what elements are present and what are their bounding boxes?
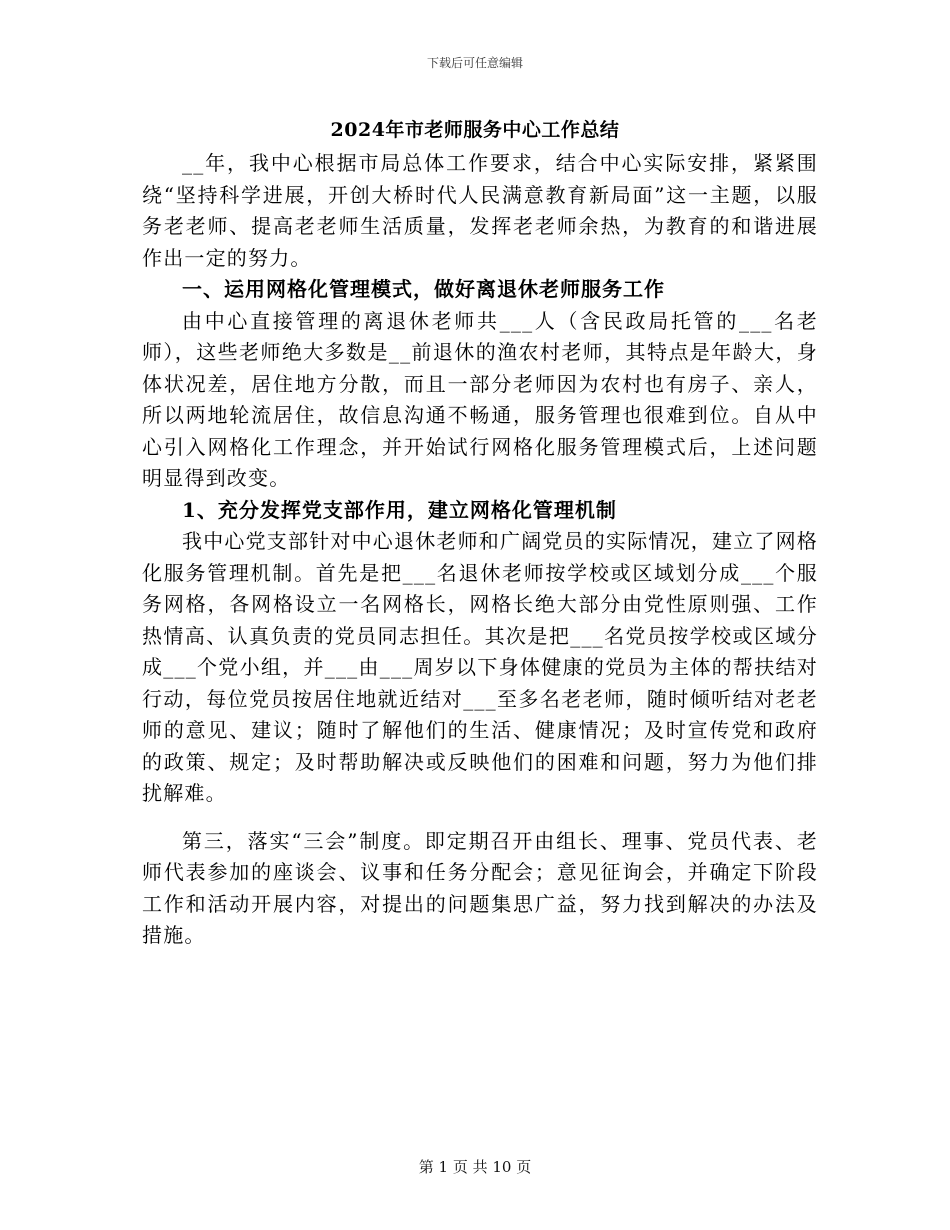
document-title: 2024年市老师服务中心工作总结 xyxy=(330,119,620,141)
section-heading-1: 一、运用网格化管理模式，做好离退休老师服务工作 xyxy=(182,277,665,301)
header-note: 下载后可任意编辑 xyxy=(426,56,523,70)
subsection-heading-1: 1、充分发挥党支部作用，建立网格化管理机制 xyxy=(182,497,617,522)
intro-paragraph: __年，我中心根据市局总体工作要求，结合中心实际安排，紧紧围绕“坚持科学进展，开创大桥时代人民满意教育新局面”这一主题，以服务老老师、提高老老师生活质量，发挥老老师余热，为教育的和谐进展作出一定的努力。 xyxy=(142,151,818,270)
three-meetings-paragraph: 第三，落实“三会”制度。即定期召开由组长、理事、党员代表、老师代表参加的座谈会、议事和任务分配会；意见征询会，并确定下阶段工作和活动开展内容，对提出的问题集思广益，努力找到解决的办法及措施。 xyxy=(142,828,818,947)
subsection-1-paragraph: 我中心党支部针对中心退休老师和广阔党员的实际情况，建立了网格化服务管理机制。首先是把___名退休老师按学校或区域划分成___个服务网格，各网格设立一名网格长，网格长绝大部分由党性原则强、工作热情高、认真负责的党员同志担任。其次是把___名党员按学校或区域分成___个党小组，并___由___周岁以下身体健康的党员为主体的帮扶结对行动，每位党员按居住地就近结对___至多名老老师，随时倾听结对老老师的意见、建议；随时了解他们的生活、健康情况；及时宣传党和政府的政策、规定；及时帮助解决或反映他们的困难和问题，努力为他们排扰解难。 xyxy=(142,529,818,805)
page-number-footer: 第 1 页 共 10 页 xyxy=(418,1158,532,1176)
section-1-paragraph: 由中心直接管理的离退休老师共___人（含民政局托管的___名老师），这些老师绝大多数是__前退休的渔农村老师，其特点是年龄大，身体状况差，居住地方分散，而且一部分老师因为农村也有房子、亲人，所以两地轮流居住，故信息沟通不畅通，服务管理也很难到位。自从中心引入网格化工作理念，并开始试行网格化服务管理模式后，上述问题明显得到改变。 xyxy=(142,308,818,490)
document-body xyxy=(142,148,818,952)
